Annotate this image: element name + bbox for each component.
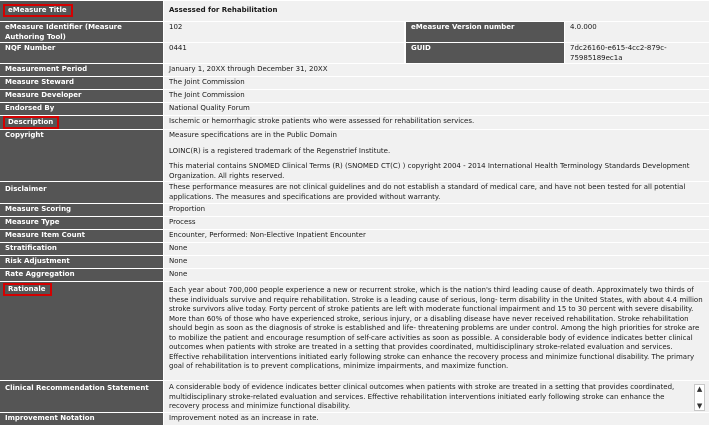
copyright-value (164, 130, 709, 181)
row-measure-steward (0, 77, 709, 89)
copyright-snomed: This material contains SNOMED Clinical Terms (R) (SNOMED CT(C) ) copyright 2004 - 2014 International Health Terminology Standards Development Organization. All rights reserved. (169, 162, 690, 180)
disclaimer-value: These performance measures are not clinical guidelines and do not establish a standard of medical care, and have not been tested for all potential applications. The measures and specifications are provided without warranty. (164, 182, 709, 203)
row-description (0, 116, 709, 129)
row-stratification (0, 243, 709, 255)
stratification-value: None (164, 243, 709, 255)
copyright-public-domain: Measure specifications are in the Public Domain (169, 131, 337, 139)
label-text: Rationale (8, 285, 46, 293)
measure-type-value: Process (164, 217, 709, 229)
label-measure-steward: Measure Steward (0, 77, 164, 89)
row-nqf-number (0, 43, 709, 63)
label-rate-aggregation: Rate Aggregation (0, 269, 164, 281)
highlight-box-rationale (3, 283, 52, 296)
label-emeasure-title (0, 1, 164, 21)
row-measurement-period (0, 64, 709, 76)
label-emeasure-identifier: eMeasure Identifier (Measure Authoring Tool) (0, 22, 164, 42)
label-improvement-notation: Improvement Notation (0, 413, 164, 425)
rate-aggregation-value: None (164, 269, 709, 281)
highlight-box-description (3, 116, 59, 129)
measure-steward-value: The Joint Commission (164, 77, 709, 89)
measure-developer-value: The Joint Commission (164, 90, 709, 102)
emeasure-version-value: 4.0.000 (565, 22, 709, 42)
row-risk-adjustment (0, 256, 709, 268)
nqf-number-value: 0441 (164, 43, 404, 63)
label-text: eMeasure Title (8, 6, 67, 14)
label-risk-adjustment: Risk Adjustment (0, 256, 164, 268)
improvement-notation-value: Improvement noted as an increase in rate. (164, 413, 709, 425)
label-measurement-period: Measurement Period (0, 64, 164, 76)
emeasure-title-value: Assessed for Rehabilitation (164, 1, 709, 21)
row-improvement-notation (0, 413, 709, 425)
row-measure-developer (0, 90, 709, 102)
row-endorsed-by (0, 103, 709, 115)
measure-scoring-value: Proportion (164, 204, 709, 216)
label-nqf-number: NQF Number (0, 43, 164, 63)
label-endorsed-by: Endorsed By (0, 103, 164, 115)
row-copyright (0, 130, 709, 181)
row-measure-item-count (0, 230, 709, 242)
rationale-value: Each year about 700,000 people experience a new or recurrent stroke, which is the nation's third leading cause of death. Approximately two thirds of these individuals survive and require rehabilitation. Stroke is a leading cause of serious, long- term disability in the United States, with about 4.4 million stroke survivors alive today. Forty percent of stroke patients are left with moderate functional impairment and 15 to 30 percent with severe disability. More than 60% of those who have experienced stroke, serious injury, or a disabling disease have never received rehabilitation. Stroke rehabilitation should begin as soon as the diagnosis of stroke is established and life- threatening problems are under control. Among the high priorities for stroke are to mobilize the patient and encourage resumption of self-care activities as soon as possible. A considerable body of evidence indicates better clinical outcomes when patients with stroke are treated in a setting that provides coordinated, multidisciplinary stroke-related evaluation and services. Effective rehabilitation interventions initiated early following stroke can enhance the recovery process and minimize functional disability. The primary goal of rehabilitation is to prevent complications, minimize impairments, and maximize function. (164, 282, 709, 380)
clinical-recommendation-cell (164, 381, 709, 412)
row-emeasure-title (0, 1, 709, 21)
row-emeasure-identifier (0, 22, 709, 42)
label-measure-item-count: Measure Item Count (0, 230, 164, 242)
row-measure-scoring (0, 204, 709, 216)
endorsed-by-value: National Quality Forum (164, 103, 709, 115)
label-emeasure-version: eMeasure Version number (404, 22, 565, 42)
row-rationale (0, 282, 709, 380)
label-stratification: Stratification (0, 243, 164, 255)
label-disclaimer: Disclaimer (0, 182, 164, 203)
scroll-up-arrow-icon[interactable]: ▲ (696, 385, 703, 393)
label-copyright: Copyright (0, 130, 164, 181)
clinical-recommendation-value: A considerable body of evidence indicates better clinical outcomes when patients with stroke are treated in a setting that provides coordinated, multidisciplinary stroke-related evaluation and services. Effective rehabilitation interventions initiated early following stroke can enhance the recovery process and minimize functional disability. (169, 383, 675, 410)
copyright-loinc: LOINC(R) is a registered trademark of the Regenstrief Institute. (169, 146, 391, 155)
label-guid: GUID (404, 43, 565, 63)
row-measure-type (0, 217, 709, 229)
label-measure-developer: Measure Developer (0, 90, 164, 102)
label-measure-type: Measure Type (0, 217, 164, 229)
label-description (0, 116, 164, 129)
label-rationale (0, 282, 164, 380)
guid-value: 7dc26160-e615-4cc2-879c-75985189ec1a (565, 43, 709, 63)
highlight-box-title (3, 4, 73, 17)
label-clinical-recommendation: Clinical Recommendation Statement (0, 381, 164, 412)
description-value: Ischemic or hemorrhagic stroke patients who were assessed for rehabilitation services. (164, 116, 709, 129)
row-rate-aggregation (0, 269, 709, 281)
measure-item-count-value: Encounter, Performed: Non-Elective Inpatient Encounter (164, 230, 709, 242)
emeasure-identifier-value: 102 (164, 22, 404, 42)
row-clinical-recommendation (0, 381, 709, 412)
scroll-down-arrow-icon[interactable]: ▼ (696, 402, 703, 410)
row-disclaimer (0, 182, 709, 203)
label-text: Description (8, 118, 54, 126)
measurement-period-value: January 1, 20XX through December 31, 20XX (164, 64, 709, 76)
label-measure-scoring: Measure Scoring (0, 204, 164, 216)
risk-adjustment-value: None (164, 256, 709, 268)
clinical-recommendation-scrollbar[interactable] (694, 384, 705, 411)
